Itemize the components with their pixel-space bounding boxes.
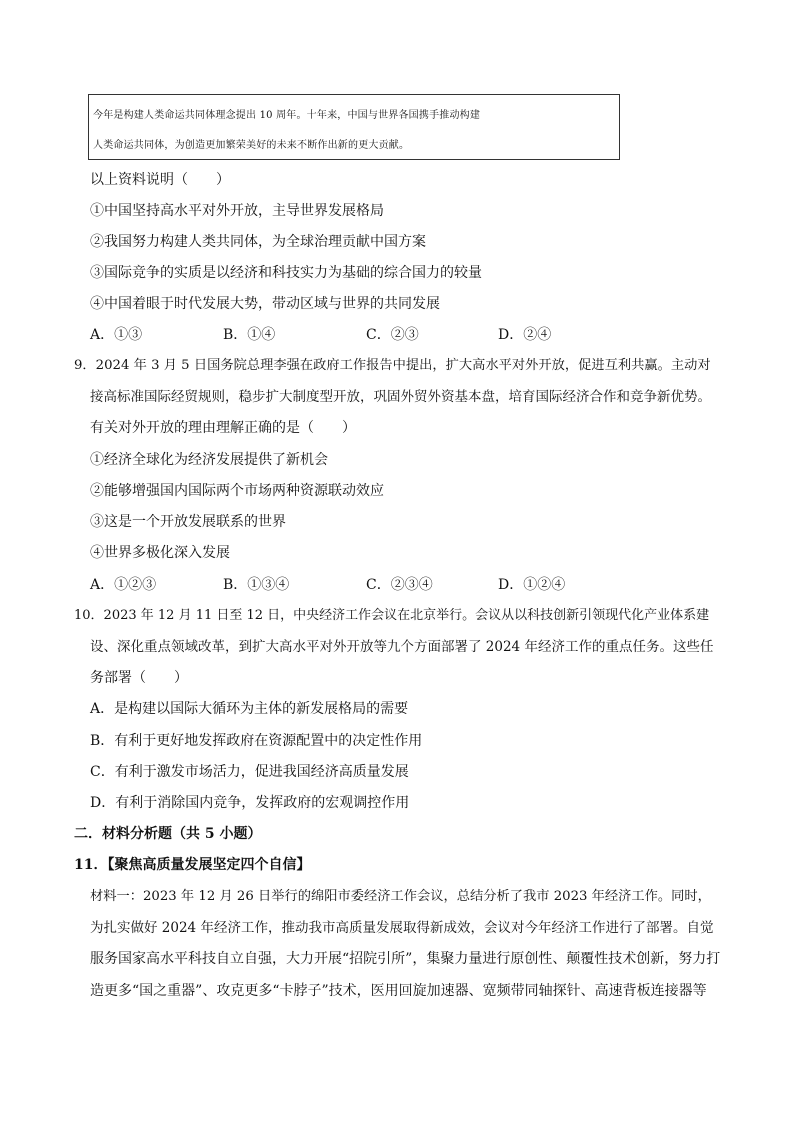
q11-material-line: 材料一：2023 年 12 月 26 日举行的绵阳市委经济工作会议，总结分析了我市 2023 年经济工作。同时， [90,889,711,904]
q9-stem-line: 9．2024 年 3 月 5 日国务院总理李强在政府工作报告中提出，扩大高水平对外开放，促进互利共赢。主动对 [74,358,711,373]
q10-option-c[interactable]: C．有利于激发市场活力，促进我国经济高质量发展 [90,764,409,780]
q9-statement: ③这是一个开放发展联系的世界 [90,514,286,530]
q8-material-line: 人类命运共同体，为创造更加繁荣美好的未来不断作出新的更大贡献。 [93,140,410,151]
q8-material-line: 今年是构建人类命运共同体理念提出 10 周年。十年来，中国与世界各国携手推动构建 [93,110,481,121]
q8-option-b[interactable]: B．①④ [223,327,276,343]
q9-statement: ②能够增强国内国际两个市场两种资源联动效应 [90,483,384,499]
q11-title: 11．【聚焦高质量发展坚定四个自信】 [74,857,311,873]
q9-stem-line: 接高标准国际经贸规则，稳步扩大制度型开放，巩固外贸外资基本盘，培育国际经济合作和竞争新优势。 [90,389,711,405]
q9-statement: ④世界多极化深入发展 [90,545,230,561]
q8-stem: 以上资料说明（ ） [90,172,230,188]
q8-option-a[interactable]: A．①③ [90,327,143,343]
q8-statement: ①中国坚持高水平对外开放，主导世界发展格局 [90,203,384,219]
q9-option-b[interactable]: B．①③④ [223,577,290,593]
q10-stem-line: 10．2023 年 12 月 11 日至 12 日，中央经济工作会议在北京举行。会议从以科技创新引领现代化产业体系建 [74,608,710,623]
q8-option-c[interactable]: C．②③ [366,327,419,343]
q8-statement: ③国际竞争的实质是以经济和科技实力为基础的综合国力的较量 [90,265,482,281]
q10-stem-line: 务部署（ ） [90,670,188,686]
q9-stem-line: 有关对外开放的理由理解正确的是（ ） [90,420,356,436]
q9-statement: ①经济全球化为经济发展提供了新机会 [90,452,328,468]
q9-option-d[interactable]: D．①②④ [498,577,566,593]
q10-option-b[interactable]: B．有利于更好地发挥政府在资源配置中的决定性作用 [90,733,423,749]
q8-statement: ②我国努力构建人类共同体，为全球治理贡献中国方案 [90,234,426,250]
section-heading: 二．材料分析题（共 5 小题） [74,826,262,842]
q8-statement: ④中国着眼于时代发展大势，带动区域与世界的共同发展 [90,296,440,312]
q10-stem-line: 设、深化重点领域改革，到扩大高水平对外开放等九个方面部署了 2024 年经济工作的重点任务。这些任 [90,639,714,655]
q8-option-d[interactable]: D．②④ [498,327,552,343]
q10-option-d[interactable]: D．有利于消除国内竞争，发挥政府的宏观调控作用 [90,795,410,811]
q9-option-a[interactable]: A．①②③ [90,577,157,593]
q11-material-line: 造更多“国之重器”、攻克更多“卡脖子”技术，医用回旋加速器、宽频带同轴探针、高速背板连接器等 [90,983,707,999]
q9-option-c[interactable]: C．②③④ [366,577,433,593]
q11-material-line: 为扎实做好 2024 年经济工作，推动我市高质量发展取得新成效，会议对今年经济工作进行了部署。自觉 [90,920,714,936]
q8-material-box [88,94,620,160]
q10-option-a[interactable]: A．是构建以国际大循环为主体的新发展格局的需要 [90,701,409,717]
q11-material-line: 服务国家高水平科技自立自强，大力开展“招院引所”，集聚力量进行原创性、颠覆性技术创新，努力打 [90,951,721,967]
